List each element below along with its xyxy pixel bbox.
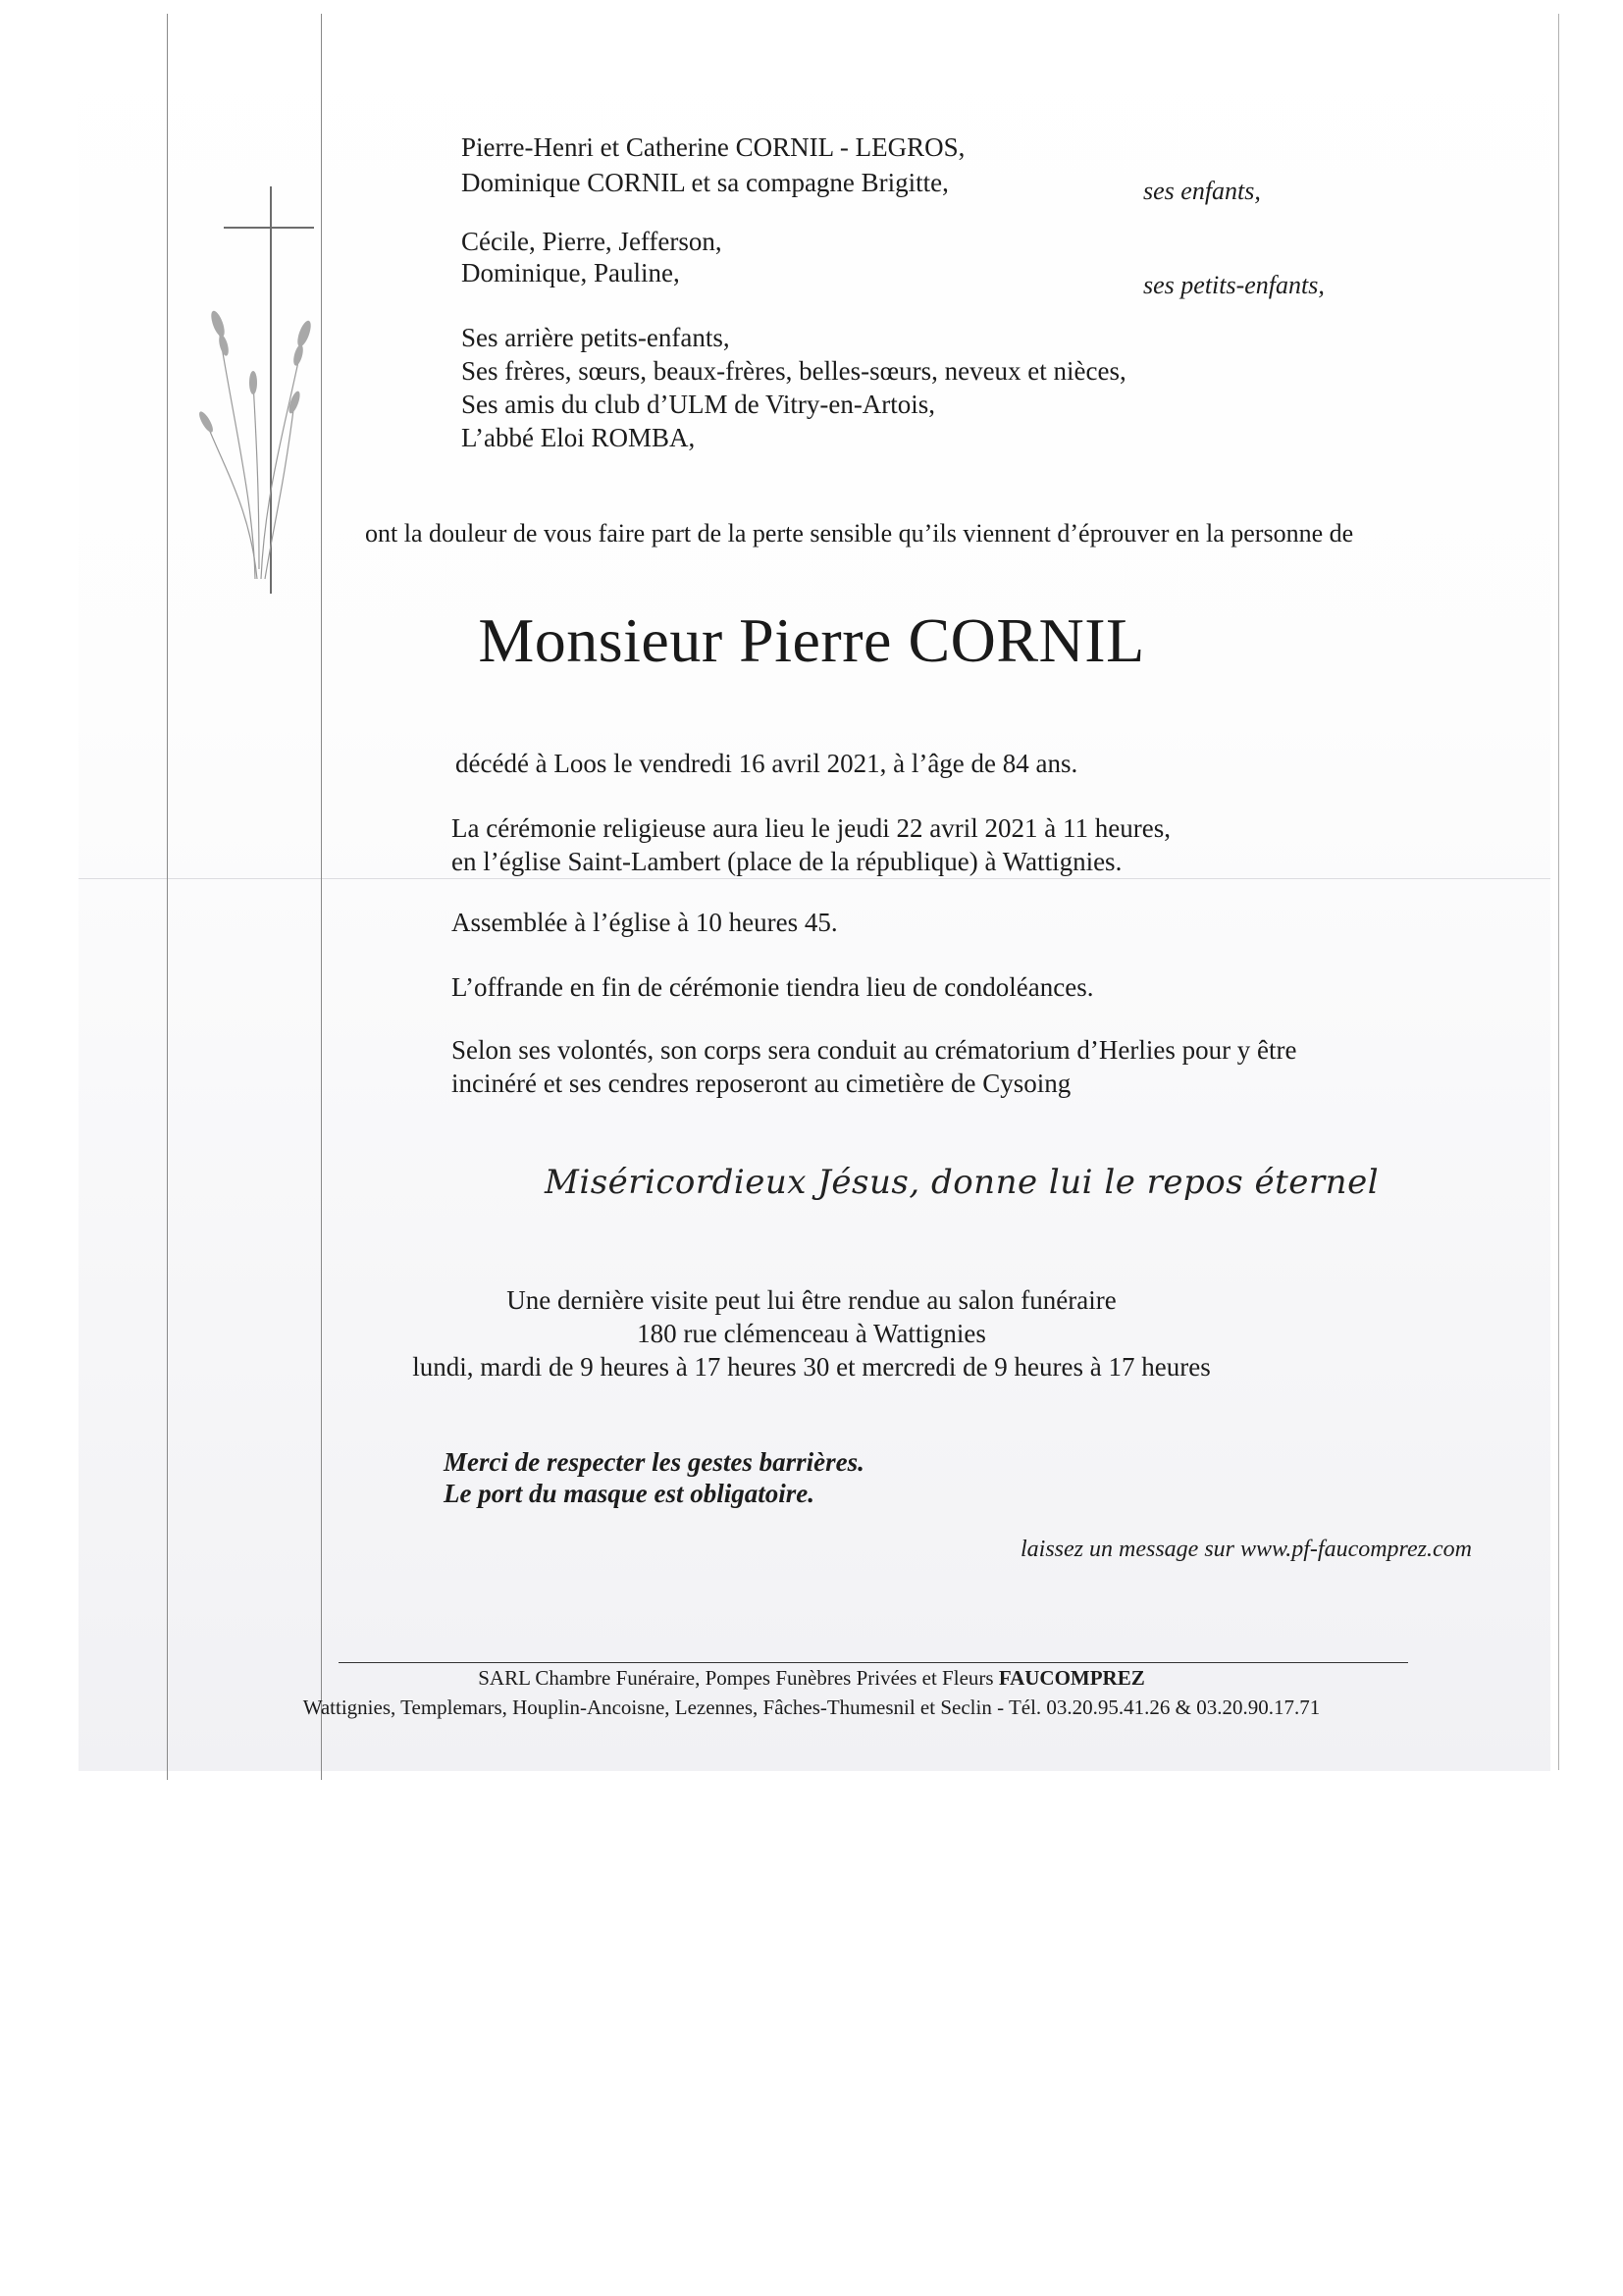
death-details: décédé à Loos le vendredi 16 avril 2021, à l’âge de 84 ans. [455,749,1078,778]
offering-text: L’offrande en fin de cérémonie tiendra lieu de condoléances. [451,972,1094,1002]
footer-company-name: FAUCOMPREZ [998,1666,1145,1690]
family-line-2: Dominique CORNIL et sa compagne Brigitte, [461,168,949,197]
cross-icon [196,177,334,599]
footer-divider [339,1662,1408,1663]
wishes-line-2: incinéré et ses cendres reposeront au cimetière de Cysoing [451,1069,1072,1098]
ceremony-line-2: en l’église Saint-Lambert (place de la république) à Wattignies. [451,847,1123,876]
family-line-6: Ses frères, sœurs, beaux-frères, belles-sœurs, neveux et nièces, [461,356,1126,386]
footer-locations: Wattignies, Templemars, Houplin-Ancoisne, Lezennes, Fâches-Thumesnil et Seclin - Tél. 03.20.95.41.26 & 03.20.90.17.71 [302,1696,1321,1719]
children-label: ses enfants, [1143,177,1261,205]
prayer-text: Miséricordieux Jésus, donne lui le repos éternel [545,1163,1380,1202]
wishes-line-1: Selon ses volontés, son corps sera conduit au crématorium d’Herlies pour y être [451,1035,1297,1065]
visit-line-3: lundi, mardi de 9 heures à 17 heures 30 et mercredi de 9 heures à 17 heures [412,1352,1211,1382]
notice-line-1: Merci de respecter les gestes barrières. [444,1447,864,1477]
family-line-1: Pierre-Henri et Catherine CORNIL - LEGROS, [461,132,966,162]
family-line-8: L’abbé Eloi ROMBA, [461,423,696,452]
footer-company-prefix: SARL Chambre Funéraire, Pompes Funèbres Privées et Fleurs [478,1666,999,1690]
ceremony-line-1: La cérémonie religieuse aura lieu le jeudi 22 avril 2021 à 11 heures, [451,813,1171,843]
visit-line-2: 180 rue clémenceau à Wattignies [637,1319,986,1348]
assembly-time: Assemblée à l’église à 10 heures 45. [451,908,838,937]
cross-with-wheat-illustration [196,177,334,599]
footer-company [0,1666,1623,1691]
margin-rule-left [167,14,168,1780]
deceased-name: Monsieur Pierre CORNIL [478,605,1145,675]
family-line-4: Dominique, Pauline, [461,258,680,287]
announcement-text: ont la douleur de vous faire part de la perte sensible qu’ils viennent d’éprouver en la personne de [365,519,1354,548]
family-line-5: Ses arrière petits-enfants, [461,323,730,352]
sheet-edge-right [1558,14,1559,1770]
notice-line-2: Le port du masque est obligatoire. [444,1479,814,1508]
fold-line [79,878,1550,879]
message-link[interactable]: laissez un message sur www.pf-faucomprez.com [1021,1537,1472,1562]
visit-line-1: Une dernière visite peut lui être rendue au salon funéraire [506,1285,1117,1315]
family-line-3: Cécile, Pierre, Jefferson, [461,227,722,256]
grandchildren-label: ses petits-enfants, [1143,271,1325,299]
family-line-7: Ses amis du club d’ULM de Vitry-en-Artois, [461,390,936,419]
